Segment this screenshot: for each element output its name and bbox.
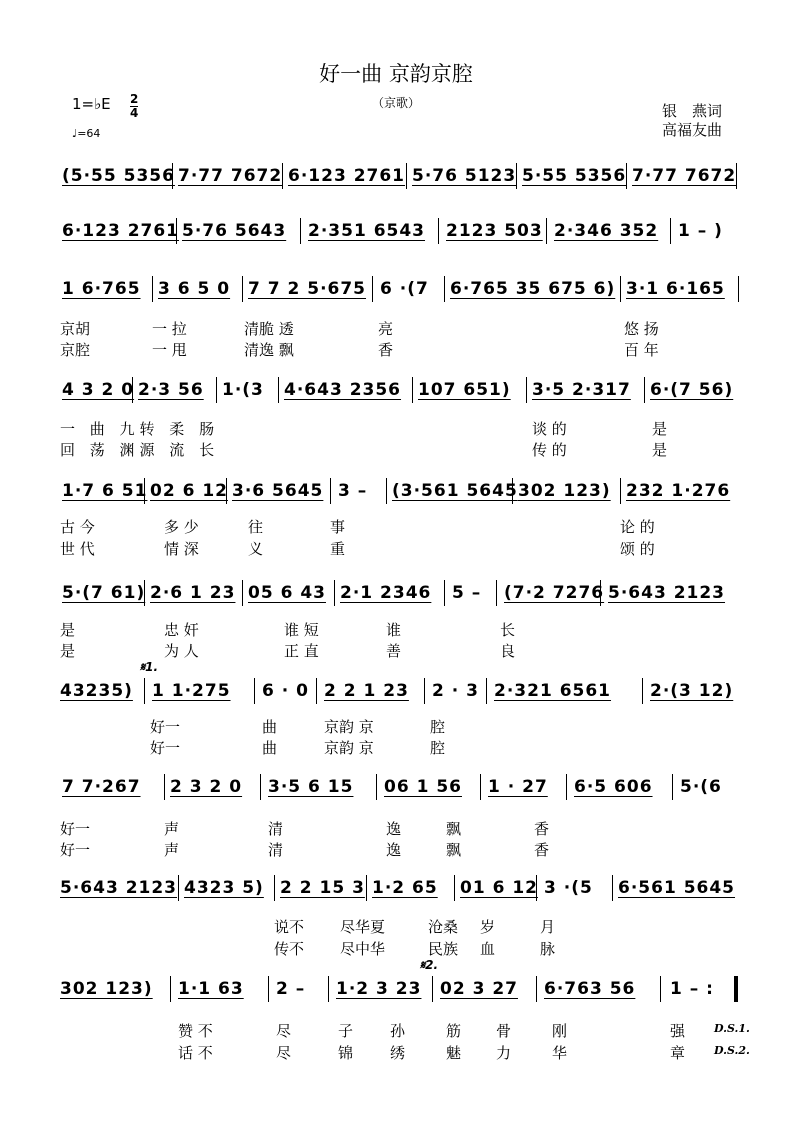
lyric: 事 xyxy=(330,518,346,536)
lyric: 谁 短 xyxy=(284,621,319,639)
score-row-2 xyxy=(60,218,740,244)
lyric-line-8b xyxy=(60,839,549,860)
score-row-7 xyxy=(60,678,740,704)
lyric: 古 今 xyxy=(60,518,95,536)
measure: 1·2 65 xyxy=(372,878,438,898)
lyric: 重 xyxy=(330,540,346,558)
lyric: 长 xyxy=(500,621,516,639)
measure: 6 ·(7 xyxy=(380,279,429,299)
score-row-9 xyxy=(60,875,740,901)
measure: 1 – : xyxy=(670,979,714,999)
lyric-line-4b xyxy=(60,439,667,460)
barline xyxy=(406,163,407,189)
lyric: 沧桑 xyxy=(428,918,459,936)
lyric: 香 xyxy=(534,820,550,838)
lyric: 尽华夏 xyxy=(340,918,386,936)
lyric: 论 的 xyxy=(620,518,655,536)
barline xyxy=(424,678,425,704)
measure: 05 6 43 xyxy=(248,583,326,603)
lyric: 京腔 xyxy=(60,341,91,359)
measure: 2·3 56 xyxy=(138,380,204,400)
barline xyxy=(216,377,217,403)
measure: 4·643 2356 xyxy=(284,380,402,400)
barline xyxy=(444,276,445,302)
score-row-10 xyxy=(60,976,740,1002)
measure: 02 3 27 xyxy=(440,979,518,999)
lyric: 声 xyxy=(164,841,180,859)
subtitle: （京歌） xyxy=(371,96,420,110)
measure: 2 – xyxy=(276,979,306,999)
barline xyxy=(496,580,497,606)
barline xyxy=(178,875,179,901)
time-denominator: 4 xyxy=(130,106,139,120)
measure: 2·1 2346 xyxy=(340,583,432,603)
barline xyxy=(300,218,301,244)
lyric: 善 xyxy=(386,642,402,660)
lyric: 民族 xyxy=(428,940,459,958)
time-signature xyxy=(130,93,138,120)
measure: 6·765 35 675 6) xyxy=(450,279,616,299)
barline xyxy=(412,377,413,403)
lyric-line-3b xyxy=(60,339,659,360)
lyric: 京韵 京 xyxy=(324,739,374,757)
lyric: 百 年 xyxy=(624,341,659,359)
lyric: 筋 xyxy=(446,1022,462,1040)
lyric: 香 xyxy=(534,841,550,859)
segno-1-mark: 𝄋1. xyxy=(140,660,159,674)
lyric: 京韵 京 xyxy=(324,718,374,736)
lyric: 说不 xyxy=(274,918,305,936)
measure: 7 7·267 xyxy=(62,777,141,797)
barline xyxy=(444,580,445,606)
barline xyxy=(176,218,177,244)
lyric: 情 深 xyxy=(164,540,199,558)
lyric: 骨 xyxy=(496,1022,512,1040)
lyric: 为 人 xyxy=(164,642,199,660)
measure: 5·(6 xyxy=(680,777,722,797)
final-barline xyxy=(734,976,738,1002)
barline xyxy=(366,875,367,901)
lyric: 话 不 xyxy=(178,1044,213,1062)
measure: 232 1·276 xyxy=(626,481,731,501)
lyric: 锦 xyxy=(338,1044,354,1062)
score-row-4 xyxy=(60,377,740,403)
measure: 5·643 2123 xyxy=(60,878,178,898)
lyric: 声 xyxy=(164,820,180,838)
lyric: 华 xyxy=(552,1044,568,1062)
barline xyxy=(432,976,433,1002)
lyric: 尽中华 xyxy=(340,940,386,958)
lyric: 曲 xyxy=(262,739,278,757)
barline xyxy=(376,774,377,800)
barline xyxy=(546,218,547,244)
lyric: 回 荡 渊源 流 长 xyxy=(60,441,220,459)
lyric: 力 xyxy=(496,1044,512,1062)
lyric: 谁 xyxy=(386,621,402,639)
measure: 2 · 3 xyxy=(432,681,479,701)
lyric-line-9b xyxy=(60,938,555,959)
measure: (3·561 5645 xyxy=(392,481,518,501)
measure: 5·(7 61) xyxy=(62,583,146,603)
barline xyxy=(328,976,329,1002)
lyric-line-8a xyxy=(60,818,549,839)
lyric: 往 xyxy=(248,518,264,536)
barline xyxy=(736,163,737,189)
measure: 2 2 1 23 xyxy=(324,681,409,701)
measure: 2·6 1 23 xyxy=(150,583,236,603)
measure: 1 6·765 xyxy=(62,279,141,299)
lyric: 飘 xyxy=(446,841,462,859)
measure: 4323 5) xyxy=(184,878,264,898)
lyric: 赞 不 xyxy=(178,1022,213,1040)
tempo-marking: ♩=64 xyxy=(72,127,101,140)
measure: (5·55 5356 xyxy=(62,166,175,186)
lyric: 义 xyxy=(248,540,264,558)
measure: 2·(3 12) xyxy=(650,681,734,701)
lyric: 子 xyxy=(338,1022,354,1040)
measure: 1 1·275 xyxy=(152,681,231,701)
lyric: 是 xyxy=(652,441,668,459)
measure: 7·77 7672 xyxy=(178,166,283,186)
barline xyxy=(670,218,671,244)
barline xyxy=(372,276,373,302)
measure: 3·5 6 15 xyxy=(268,777,354,797)
measure: 1·2 3 23 xyxy=(336,979,422,999)
measure: 5·643 2123 xyxy=(608,583,726,603)
lyric: 传 的 xyxy=(532,441,567,459)
measure: 6·5 606 xyxy=(574,777,653,797)
composer-credit: 高福友曲 xyxy=(661,121,722,139)
lyric: 刚 xyxy=(552,1022,568,1040)
barline xyxy=(642,678,643,704)
lyric: 一 曲 九转 柔 肠 xyxy=(60,420,220,438)
barline xyxy=(612,875,613,901)
barline xyxy=(334,580,335,606)
lyric-line-9a xyxy=(60,916,555,937)
measure: 3 – xyxy=(338,481,368,501)
barline xyxy=(486,678,487,704)
measure: 2 2 15 3 xyxy=(280,878,365,898)
measure: 6·763 56 xyxy=(544,979,636,999)
barline xyxy=(620,478,621,504)
lyric: 多 少 xyxy=(164,518,199,536)
measure: 7 7 2 5·675 xyxy=(248,279,367,299)
barline xyxy=(144,478,145,504)
lyric: 清 xyxy=(268,841,284,859)
measure: 302 123) xyxy=(60,979,153,999)
barline xyxy=(242,276,243,302)
barline xyxy=(536,875,537,901)
barline xyxy=(170,976,171,1002)
barline xyxy=(274,875,275,901)
measure: 107 651) xyxy=(418,380,511,400)
lyric: 一 甩 xyxy=(152,341,187,359)
score-row-5 xyxy=(60,478,740,504)
measure: 1·(3 xyxy=(222,380,264,400)
lyric: 腔 xyxy=(430,739,446,757)
lyric: 章 xyxy=(670,1044,686,1062)
lyric: 血 xyxy=(480,940,496,958)
page-title: 好一曲 京韵京腔 xyxy=(319,62,473,86)
barline xyxy=(512,478,513,504)
lyric: 曲 xyxy=(262,718,278,736)
lyric: 亮 xyxy=(378,320,394,338)
lyric: 逸 xyxy=(386,820,402,838)
lyric: 悠 扬 xyxy=(624,320,659,338)
lyric-line-10b xyxy=(60,1042,685,1063)
barline xyxy=(260,774,261,800)
measure: 6 · 0 xyxy=(262,681,309,701)
measure: 3·1 6·165 xyxy=(626,279,725,299)
measure: 1·1 63 xyxy=(178,979,244,999)
lyric-line-5b xyxy=(60,538,655,559)
measure: (7·2 7276 xyxy=(504,583,605,603)
lyric: 是 xyxy=(60,642,76,660)
barline xyxy=(226,478,227,504)
measure: 5·55 5356 xyxy=(522,166,627,186)
barline xyxy=(282,163,283,189)
measure: 1 · 27 xyxy=(488,777,548,797)
measure: 6·(7 56) xyxy=(650,380,734,400)
lyric: 飘 xyxy=(446,820,462,838)
measure: 1 – ) xyxy=(678,221,723,241)
barline xyxy=(644,377,645,403)
barline xyxy=(516,163,517,189)
lyric: 腔 xyxy=(430,718,446,736)
lyric: 强 xyxy=(670,1022,686,1040)
lyric: 是 xyxy=(652,420,668,438)
lyric: 逸 xyxy=(386,841,402,859)
barline xyxy=(316,678,317,704)
measure: 2 3 2 0 xyxy=(170,777,243,797)
time-numerator: 2 xyxy=(130,92,139,106)
measure: 3 6 5 0 xyxy=(158,279,231,299)
lyric: 魅 xyxy=(446,1044,462,1062)
measure: 3 ·(5 xyxy=(544,878,593,898)
lyric: 正 直 xyxy=(284,642,319,660)
measure: 5·76 5643 xyxy=(182,221,287,241)
lyric: 京胡 xyxy=(60,320,91,338)
barline xyxy=(660,976,661,1002)
key-signature: 1=♭E xyxy=(72,95,111,113)
measure: 01 6 12 xyxy=(460,878,538,898)
barline xyxy=(268,976,269,1002)
barline xyxy=(600,580,601,606)
lyric: 好一 xyxy=(60,820,91,838)
measure: 02 6 12 xyxy=(150,481,228,501)
measure: 302 123) xyxy=(518,481,611,501)
measure: 3·6 5645 xyxy=(232,481,324,501)
barline xyxy=(738,276,739,302)
barline xyxy=(152,276,153,302)
lyric: 清 xyxy=(268,820,284,838)
lyric: 谈 的 xyxy=(532,420,567,438)
lyric-line-6a xyxy=(60,619,515,640)
measure: 2·346 352 xyxy=(554,221,659,241)
measure: 4 3 2 0 xyxy=(62,380,135,400)
lyric: 脉 xyxy=(540,940,556,958)
measure: 2123 503 xyxy=(446,221,543,241)
barline xyxy=(144,678,145,704)
lyric: 香 xyxy=(378,341,394,359)
lyric: 绣 xyxy=(390,1044,406,1062)
measure: 5·76 5123 xyxy=(412,166,517,186)
measure: 1·7 6 51 xyxy=(62,481,148,501)
barline xyxy=(620,276,621,302)
lyric: 一 拉 xyxy=(152,320,187,338)
lyric: 岁 xyxy=(480,918,496,936)
lyric: 良 xyxy=(500,642,516,660)
lyric-line-10a xyxy=(60,1020,685,1041)
barline xyxy=(144,580,145,606)
lyric-line-4a xyxy=(60,418,667,439)
barline xyxy=(454,875,455,901)
barline xyxy=(536,976,537,1002)
barline xyxy=(330,478,331,504)
barline xyxy=(526,377,527,403)
barline xyxy=(172,163,173,189)
lyric-line-7a xyxy=(60,716,445,737)
ds-2-mark: D.S.2. xyxy=(714,1044,750,1057)
lyric-line-6b xyxy=(60,640,515,661)
score-row-3 xyxy=(60,276,740,302)
barline xyxy=(672,774,673,800)
measure: 43235) xyxy=(60,681,133,701)
lyric: 忠 奸 xyxy=(164,621,199,639)
lyric: 月 xyxy=(540,918,556,936)
lyric: 尽 xyxy=(276,1044,292,1062)
barline xyxy=(132,377,133,403)
lyric: 传不 xyxy=(274,940,305,958)
lyric: 好一 xyxy=(150,718,181,736)
barline xyxy=(164,774,165,800)
measure: 7·77 7672 xyxy=(632,166,737,186)
score-row-6 xyxy=(60,580,740,606)
barline xyxy=(386,478,387,504)
score-row-8 xyxy=(60,774,740,800)
barline xyxy=(480,774,481,800)
segno-2-mark: 𝄋2. xyxy=(420,958,439,972)
barline xyxy=(242,580,243,606)
measure: 3·5 2·317 xyxy=(532,380,631,400)
lyric: 尽 xyxy=(276,1022,292,1040)
lyric-line-5a xyxy=(60,516,655,537)
measure: 06 1 56 xyxy=(384,777,462,797)
lyricist-credit: 银 燕词 xyxy=(661,102,722,120)
lyric: 是 xyxy=(60,621,76,639)
lyric-line-7b xyxy=(60,737,445,758)
barline xyxy=(566,774,567,800)
measure: 6·123 2761 xyxy=(62,221,180,241)
barline xyxy=(626,163,627,189)
measure: 2·321 6561 xyxy=(494,681,612,701)
measure: 2·351 6543 xyxy=(308,221,426,241)
lyric: 好一 xyxy=(150,739,181,757)
lyric-line-3a xyxy=(60,318,659,339)
barline xyxy=(278,377,279,403)
lyric: 世 代 xyxy=(60,540,95,558)
barline xyxy=(254,678,255,704)
score-row-1 xyxy=(60,163,740,189)
measure: 5 – xyxy=(452,583,482,603)
measure: 6·561 5645 xyxy=(618,878,736,898)
barline xyxy=(438,218,439,244)
lyric: 清脆 透 xyxy=(244,320,294,338)
ds-1-mark: D.S.1. xyxy=(714,1022,750,1035)
lyric: 颂 的 xyxy=(620,540,655,558)
lyric: 清逸 飘 xyxy=(244,341,294,359)
lyric: 孙 xyxy=(390,1022,406,1040)
lyric: 好一 xyxy=(60,841,91,859)
measure: 6·123 2761 xyxy=(288,166,406,186)
